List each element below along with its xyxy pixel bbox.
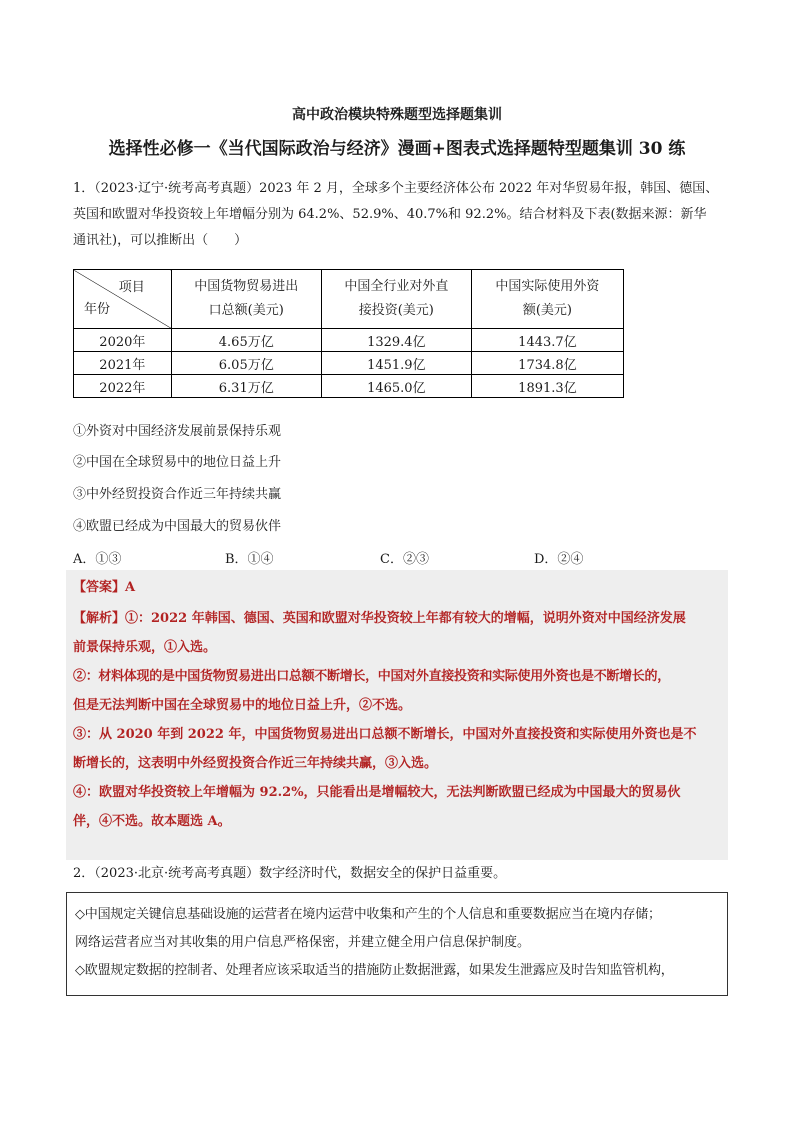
year-cell: 2020年 xyxy=(74,329,172,352)
odi-cell: 1465.0亿 xyxy=(321,375,471,398)
option-2: ②中国在全球贸易中的地位日益上升 xyxy=(73,455,282,470)
analysis-line: ④：欧盟对华投资较上年增幅为 92.2%，只能看出是增幅较大，无法判断欧盟已经成为中国最大的贸易伙 xyxy=(73,785,681,800)
question-1-stem xyxy=(73,176,733,254)
trade-cell: 6.05万亿 xyxy=(171,352,321,375)
analysis-text xyxy=(73,604,733,836)
analysis-line: 【解析】①：2022 年韩国、德国、英国和欧盟对华投资较上年都有较大的增幅，说明外资对中国经济发展 xyxy=(73,611,686,626)
material-line: ◇中国规定关键信息基础设施的运营者在境内运营中收集和产生的个人信息和重要数据应当在境内存储； xyxy=(75,907,661,922)
odi-cell: 1451.9亿 xyxy=(321,352,471,375)
corner-label-year: 年份 xyxy=(84,302,111,317)
choice-a: A．①③ xyxy=(73,552,122,567)
main-title: 选择性必修一《当代国际政治与经济》漫画+图表式选择题特型题集训 30 练 xyxy=(108,139,686,159)
question-2-stem: 2．（2023·北京·统考高考真题）数字经济时代，数据安全的保护日益重要。 xyxy=(73,866,507,881)
corner-label-item: 项目 xyxy=(118,280,145,295)
option-1: ①外资对中国经济发展前景保持乐观 xyxy=(73,424,282,439)
table-header-row xyxy=(74,270,624,329)
column-header-trade xyxy=(171,270,321,329)
choice-d: D．②④ xyxy=(534,552,584,567)
fdi-cell: 1891.3亿 xyxy=(471,375,623,398)
header-line: 口总额(美元) xyxy=(208,303,284,318)
odi-cell: 1329.4亿 xyxy=(321,329,471,352)
column-header-odi xyxy=(321,270,471,329)
material-box xyxy=(66,892,728,996)
header-line: 中国全行业对外直 xyxy=(344,279,449,294)
choice-c: C．②③ xyxy=(380,552,429,567)
material-line: ◇欧盟规定数据的控制者、处理者应该采取适当的措施防止数据泄露，如果发生泄露应及时告知监管机构， xyxy=(75,963,674,978)
trade-cell: 4.65万亿 xyxy=(171,329,321,352)
analysis-line: 伴，④不选。故本题选 A。 xyxy=(73,814,231,829)
material-line: 网络运营者应当对其收集的用户信息严格保密，并建立健全用户信息保护制度。 xyxy=(75,935,531,950)
choice-b: B．①④ xyxy=(225,552,274,567)
series-title: 高中政治模块特殊题型选择题集训 xyxy=(292,107,502,123)
stem-line: 1．（2023·辽宁·统考高考真题）2023 年 2 月，全球多个主要经济体公布 2022 年对华贸易年报，韩国、德国、 xyxy=(73,181,719,196)
trade-cell: 6.31万亿 xyxy=(171,375,321,398)
year-cell: 2022年 xyxy=(74,375,172,398)
table-corner-cell xyxy=(74,270,172,329)
analysis-line: 但是无法判断中国在全球贸易中的地位日益上升，②不选。 xyxy=(73,698,412,713)
data-table xyxy=(73,269,624,398)
header-line: 中国实际使用外资 xyxy=(495,279,600,294)
table-row xyxy=(74,375,624,398)
header-line: 接投资(美元) xyxy=(358,303,434,318)
table-row xyxy=(74,329,624,352)
analysis-line: 断增长的，这表明中外经贸投资合作近三年持续共赢，③入选。 xyxy=(73,756,438,771)
stem-line: 英国和欧盟对华投资较上年增幅分别为 64.2%、52.9%、40.7%和 92.2%。结合材料及下表(数据来源：新华 xyxy=(73,207,707,222)
option-4: ④欧盟已经成为中国最大的贸易伙伴 xyxy=(73,519,282,534)
header-line: 中国货物贸易进出 xyxy=(194,279,299,294)
header-line: 额(美元) xyxy=(522,303,572,318)
option-3: ③中外经贸投资合作近三年持续共赢 xyxy=(73,487,282,502)
analysis-line: 前景保持乐观，①入选。 xyxy=(73,640,217,655)
column-header-fdi xyxy=(471,270,623,329)
year-cell: 2021年 xyxy=(74,352,172,375)
fdi-cell: 1443.7亿 xyxy=(471,329,623,352)
answer-label: 【答案】A xyxy=(73,580,136,595)
stem-line: 通讯社)，可以推断出（ ） xyxy=(73,233,248,248)
table-row xyxy=(74,352,624,375)
analysis-line: ③：从 2020 年到 2022 年，中国货物贸易进出口总额不断增长，中国对外直接投资和实际使用外资也是不 xyxy=(73,727,697,742)
analysis-line: ②：材料体现的是中国货物贸易进出口总额不断增长，中国对外直接投资和实际使用外资也是不断增长的， xyxy=(73,669,670,684)
fdi-cell: 1734.8亿 xyxy=(471,352,623,375)
